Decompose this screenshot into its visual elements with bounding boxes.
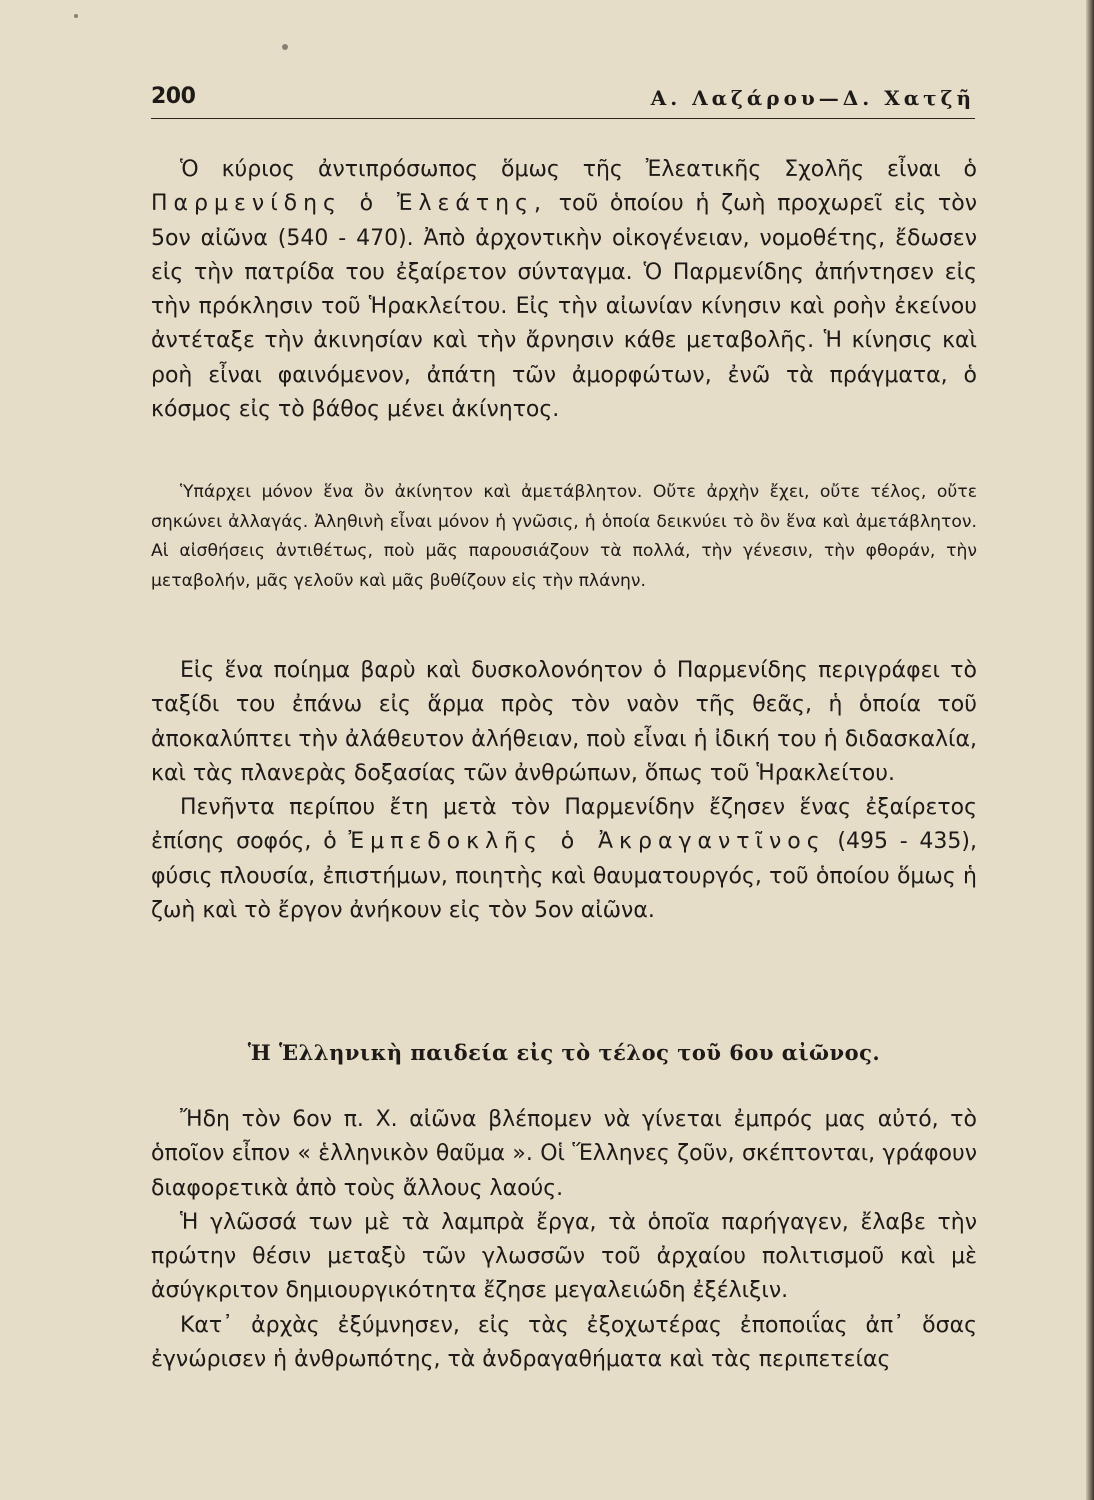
paragraph-language: Ἡ γλῶσσά των μὲ τὰ λαμπρὰ ἔργα, τὰ ὁποῖα παρήγαγεν, ἔλαβε τὴν πρώτην θέσιν μεταξὺ τῶν γλωσσῶν τοῦ ἀρχαίου πολιτισμοῦ καὶ μὲ ἀσύγκριτον δημιουργικότητα ἔζησε μεγαλειώδη ἐξέλιξιν. <box>151 1209 977 1304</box>
paragraph-parmenides <box>151 153 977 427</box>
spaced-name-parmenides: Παρμενίδης ὁ Ἐλεάτης, <box>151 191 548 217</box>
quotation-block <box>151 478 977 596</box>
page-header <box>151 82 975 119</box>
paragraph-greek-miracle: Ἤδη τὸν 6ον π. Χ. αἰῶνα βλέπομεν νὰ γίνεται ἐμπρός μας αὐτό, τὸ ὁποῖον εἶπον « ἑλληνικὸν θαῦμα ». Οἱ Ἕλληνες ζοῦν, σκέπτονται, γράφουν διαφορετικὰ ἀπὸ τοὺς ἄλλους λαούς. <box>151 1107 977 1201</box>
paragraph-text: τοῦ ὁποίου ἡ ζωὴ προχωρεῖ εἰς τὸν 5ον αἰῶνα (540 - 470). Ἀπὸ ἀρχοντικὴν οἰκογένειαν, νομοθέτης, ἔδωσεν εἰς τὴν πατρίδα του ἐξαίρετον σύνταγμα. Ὁ Παρμενίδης ἀπήντησεν εἰς τὴν πρόκλησιν τοῦ Ἡρακλείτου. Εἰς τὴν αἰωνίαν κίνησιν καὶ ροὴν ἐκείνου ἀντέταξε τὴν ἀκινησίαν καὶ τὴν ἄρνησιν κάθε μεταβολῆς. Ἡ κίνησις καὶ ροὴ εἶναι φαινόμενον, ἀπάτη τῶν ἀμορφώτων, ἐνῶ τὰ πράγματα, ὁ κόσμος εἰς τὸ βάθος μένει ἀκίνητος. <box>151 191 978 423</box>
paragraph-poem <box>151 654 977 928</box>
spaced-name-empedocles: Ἐμπεδοκλῆς ὁ Ἀκραγαντῖνος <box>348 829 826 855</box>
paragraph-parmenides-text <box>151 153 977 427</box>
page-number: 200 <box>151 84 196 109</box>
paper-speck <box>74 14 78 18</box>
running-head: Α. Λαζάρου—Δ. Χατζῆ <box>650 86 975 110</box>
quotation-text: Ὑπάρχει μόνον ἕνα ὂν ἀκίνητον καὶ ἀμετάβλητον. Οὔτε ἀρχὴν ἔχει, οὔτε τέλος, οὔτε σηκώνει ἀλλαγάς. Ἀληθινὴ εἶναι μόνον ἡ γνῶσις, ἡ ὁποία δεικνύει τὸ ὂν ἕνα καὶ ἀμετάβλητον. Αἱ αἰσθήσεις ἀντιθέτως, ποὺ μᾶς παρουσιάζουν τὰ πολλά, τὴν γένεσιν, τὴν φθοράν, τὴν μεταβολήν, μᾶς γελοῦν καὶ μᾶς βυθίζουν εἰς τὴν πλάνην. <box>151 482 977 591</box>
paragraph-empedocles-text <box>151 791 977 928</box>
section-heading: Ἡ Ἑλληνικὴ παιδεία εἰς τὸ τέλος τοῦ 6ου αἰῶνος. <box>247 1040 881 1065</box>
section-body <box>151 1103 977 1377</box>
page-edge <box>1086 0 1094 1500</box>
paragraph-epic: Κατ᾽ ἀρχὰς ἐξύμνησεν, εἰς τὰς ἐξοχωτέρας ἐποποιΐας ἀπ᾽ ὅσας ἐγνώρισεν ἡ ἀνθρωπότης, τὰ ἀνδραγαθήματα καὶ τὰς περιπετείας <box>151 1312 977 1373</box>
paragraph-poem-text: Εἰς ἕνα ποίημα βαρὺ καὶ δυσκολονόητον ὁ Παρμενίδης περιγράφει τὸ ταξίδι του ἐπάνω εἰς ἅρμα πρὸς τὸν ναὸν τῆς θεᾶς, ἡ ὁποία τοῦ ἀποκαλύπτει τὴν ἀλάθευτον ἀλήθειαν, ποὺ εἶναι ἡ ἰδική του ἡ διδασκαλία, καὶ τὰς πλανερὰς δοξασίας τῶν ἀνθρώπων, ὅπως τοῦ Ἡρακλείτου. <box>151 658 977 786</box>
paper-speck <box>282 44 288 50</box>
paragraph-text: Ὁ κύριος ἀντιπρόσωπος ὅμως τῆς Ἐλεατικῆς Σχολῆς εἶναι ὁ <box>180 157 977 182</box>
paragraph-text: Πενῆντα περίπου ἔτη μετὰ τὸν Παρμενίδην ἔζησεν ἕνας ἐξαίρετος ἐπίσης σοφός, ὁ <box>151 795 977 855</box>
paragraph-text: (495 - 435), φύσις πλουσία, ἐπιστήμων, ποιητὴς καὶ θαυματουργός, τοῦ ὁποίου ὅμως ἡ ζωὴ καὶ τὸ ἔργον ἀνήκουν εἰς τὸν 5ον αἰῶνα. <box>151 829 978 924</box>
